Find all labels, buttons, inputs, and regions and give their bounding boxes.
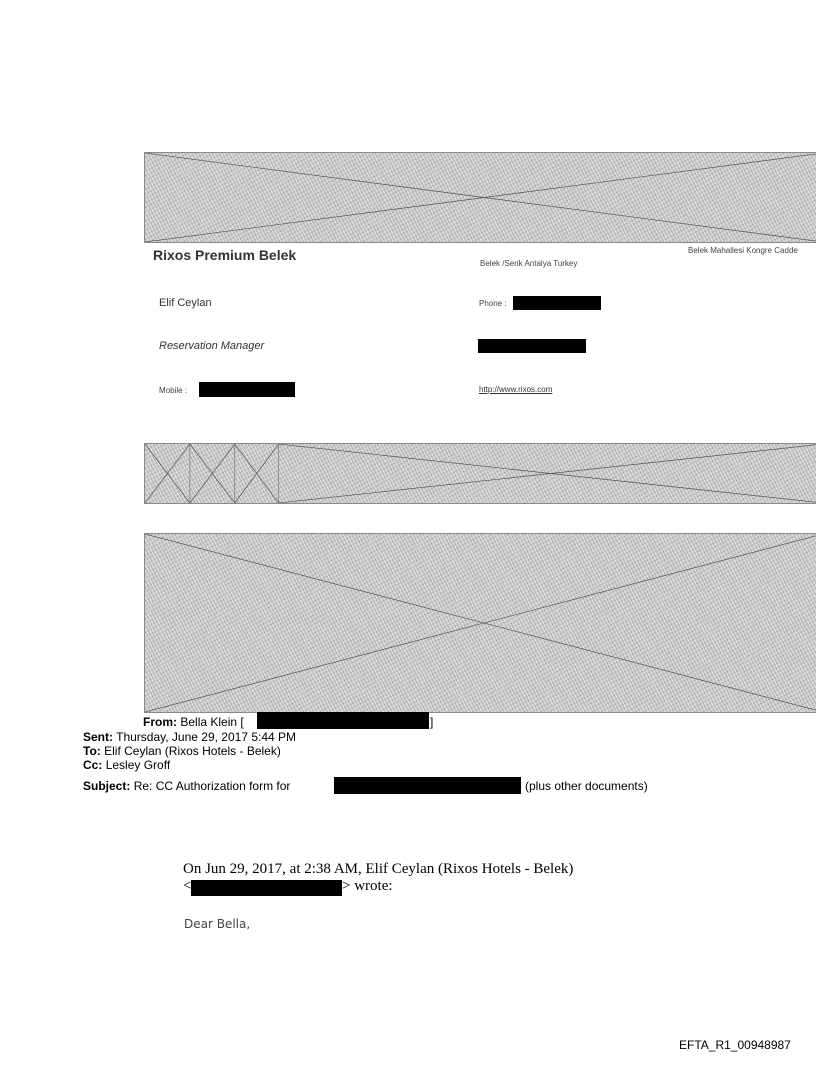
from-value: Bella Klein [ — [180, 715, 244, 729]
redaction-subject — [334, 777, 521, 794]
subject-value: Re: CC Authorization form for — [133, 779, 291, 793]
document-id: EFTA_R1_00948987 — [679, 1038, 791, 1052]
greeting: Dear Bella, — [184, 917, 251, 931]
redaction-mobile — [199, 382, 295, 397]
sent-line — [83, 731, 296, 744]
quote-wrote: > wrote: — [342, 878, 393, 894]
address-line2: Belek /Serik Antalya Turkey — [480, 259, 578, 268]
cc-label: Cc: — [83, 758, 103, 772]
from-label: From: — [143, 715, 177, 729]
redaction-email — [478, 339, 586, 353]
subject-suffix: (plus other documents) — [525, 779, 648, 793]
phone-label: Phone : — [479, 299, 507, 308]
sent-label: Sent: — [83, 730, 113, 744]
to-value: Elif Ceylan (Rixos Hotels - Belek) — [104, 744, 281, 758]
from-close-bracket: ] — [430, 715, 434, 729]
quote-line1: On Jun 29, 2017, at 2:38 AM, Elif Ceylan (Rixos Hotels - Belek) — [183, 861, 574, 877]
subject-label: Subject: — [83, 779, 131, 793]
website-link[interactable]: http://www.rixos.com — [479, 385, 553, 394]
contact-name: Elif Ceylan — [159, 297, 212, 309]
social-icons-strip — [144, 443, 816, 504]
banner-image-top — [144, 152, 816, 243]
redaction-from-email — [257, 712, 429, 729]
mobile-label: Mobile : — [159, 386, 188, 395]
sent-value: Thursday, June 29, 2017 5:44 PM — [116, 730, 297, 744]
to-label: To: — [83, 744, 101, 758]
redaction-quote-email — [191, 880, 342, 896]
quote-open-bracket: < — [183, 878, 192, 894]
address-line1: Belek Mahallesi Kongre Cadde — [688, 246, 798, 255]
to-line — [83, 745, 281, 758]
hotel-name: Rixos Premium Belek — [153, 247, 297, 263]
cc-value: Lesley Groff — [105, 758, 171, 772]
job-title: Reservation Manager — [159, 340, 265, 352]
subject-line — [83, 780, 290, 793]
banner-image-bottom — [144, 533, 816, 713]
from-line — [143, 716, 244, 729]
redaction-phone — [513, 296, 601, 310]
cc-line — [83, 759, 170, 772]
